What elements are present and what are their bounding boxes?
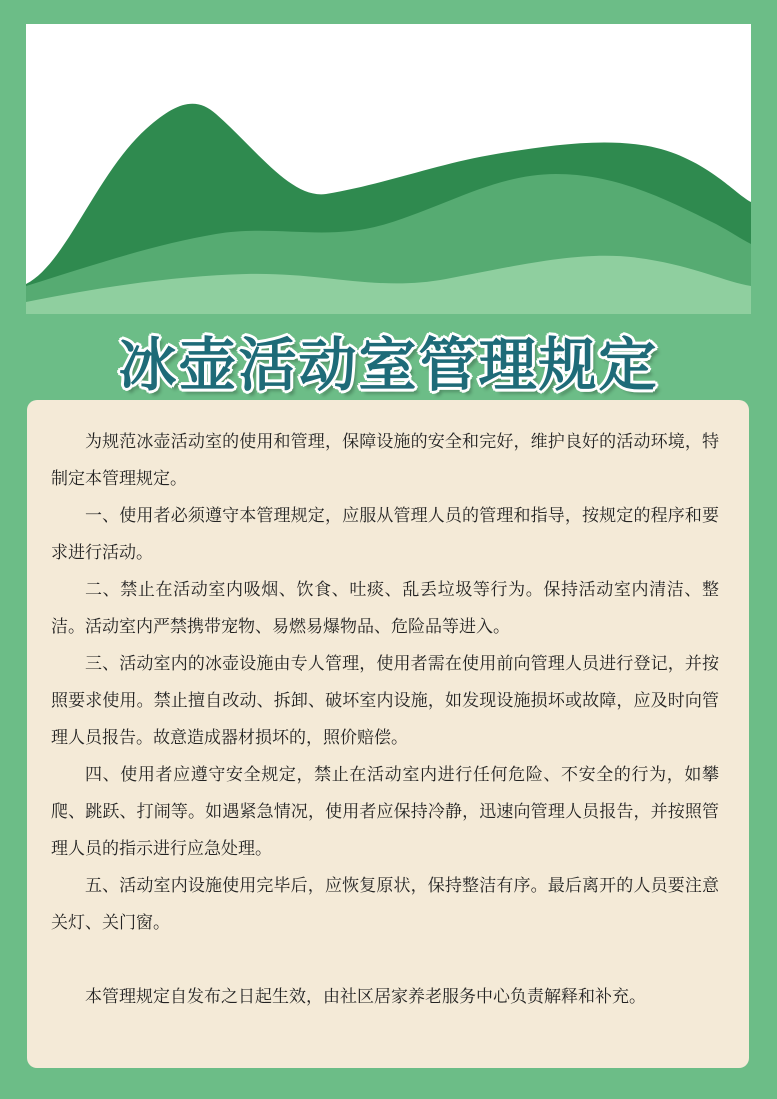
paragraph-rule-4: 四、使用者应遵守安全规定，禁止在活动室内进行任何危险、不安全的行为，如攀爬、跳跃、打闹等。如遇紧急情况，使用者应保持冷静，迅速向管理人员报告，并按照管理人员的指示进行应急处理。 [51, 765, 719, 859]
mountain-illustration [26, 24, 751, 314]
paragraph-rule-3: 三、活动室内的冰壶设施由专人管理，使用者需在使用前向管理人员进行登记，并按照要求使用。禁止擅自改动、拆卸、破坏室内设施，如发现设施损坏或故障，应及时向管理人员报告。故意造成器材损坏的，照价赔偿。 [51, 654, 719, 748]
header-illustration [26, 24, 751, 314]
content-panel [27, 400, 749, 1068]
paragraph-footer: 本管理规定自发布之日起生效，由社区居家养老服务中心负责解释和补充。 [85, 987, 646, 1007]
paragraph-rule-1: 一、使用者必须遵守本管理规定，应服从管理人员的管理和指导，按规定的程序和要求进行活动。 [51, 506, 719, 563]
paragraph-rule-2: 二、禁止在活动室内吸烟、饮食、吐痰、乱丢垃圾等行为。保持活动室内清洁、整洁。活动室内严禁携带宠物、易燃易爆物品、危险品等进入。 [51, 580, 719, 637]
paragraph-rule-5: 五、活动室内设施使用完毕后，应恢复原状，保持整洁有序。最后离开的人员要注意关灯、关门窗。 [51, 876, 719, 933]
paragraph-intro: 为规范冰壶活动室的使用和管理，保障设施的安全和完好，维护良好的活动环境，特制定本管理规定。 [51, 432, 719, 489]
page-title: 冰壶活动室管理规定 [118, 331, 659, 399]
